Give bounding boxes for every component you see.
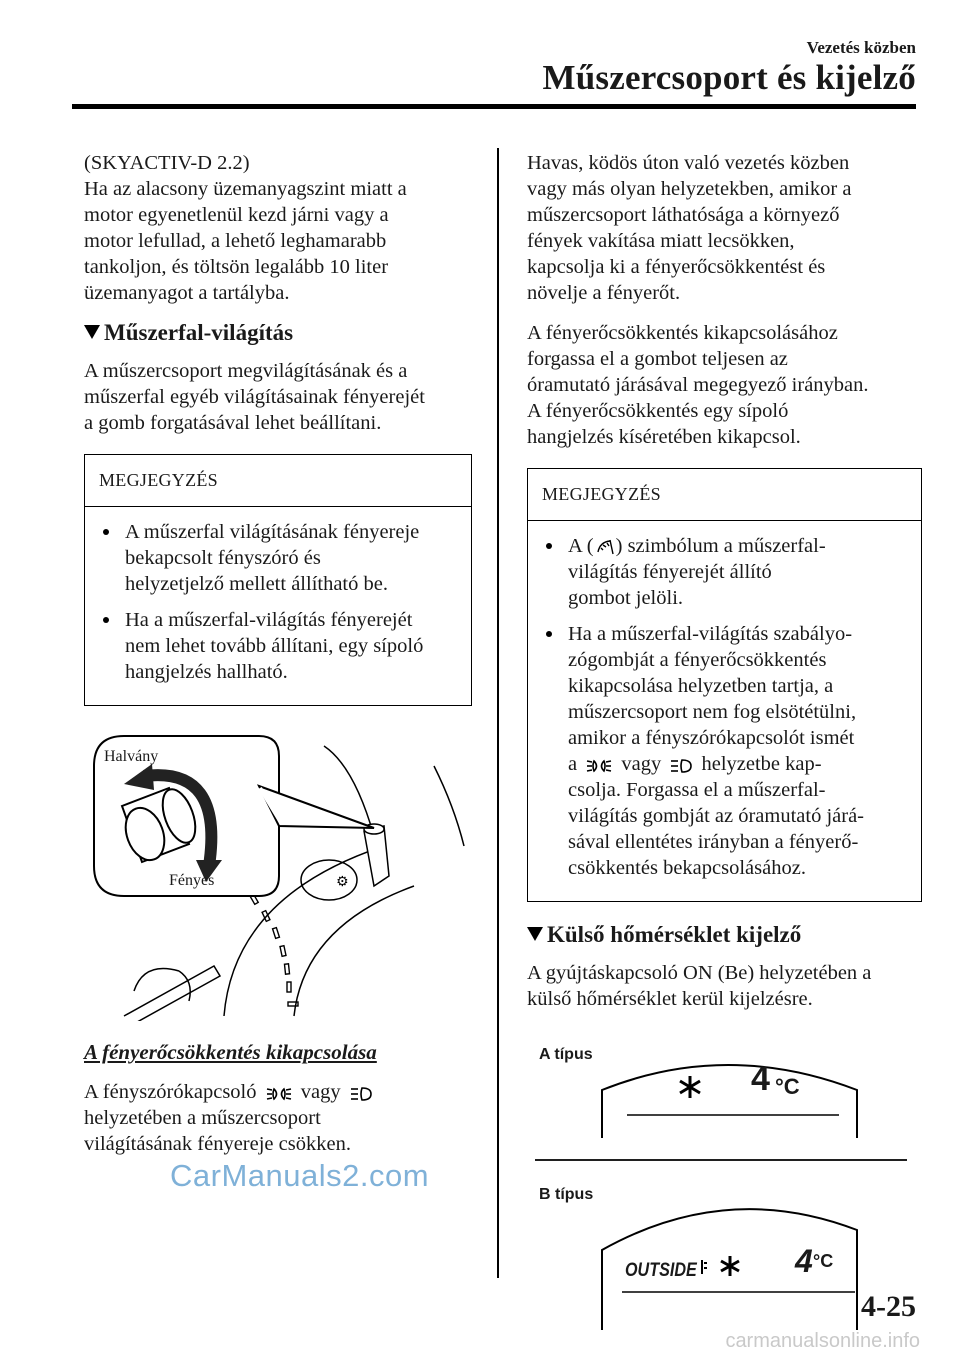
type-b-outside-label: OUTSIDE bbox=[625, 1260, 697, 1281]
visibility-paragraph bbox=[527, 150, 922, 306]
text-line: Havas, ködös úton való vezetés közben bbox=[527, 152, 850, 174]
text-line: hangjelzés hallható. bbox=[125, 661, 288, 683]
text-line: külső hőmérséklet kerül kijelzésre. bbox=[527, 988, 813, 1010]
svg-text:⚙: ⚙ bbox=[336, 874, 349, 890]
header-rule bbox=[72, 104, 916, 109]
type-b-temperature-value: 4 bbox=[795, 1243, 813, 1279]
text-line: helyzetjelző mellett állítható be. bbox=[125, 573, 388, 595]
bullet-dot-icon bbox=[546, 631, 552, 637]
section-heading-dashboard-lighting bbox=[84, 320, 472, 346]
temperature-display-drawing bbox=[527, 1030, 917, 1330]
text-line: zógombját a fényerőcsökkentés bbox=[568, 649, 827, 671]
note-box bbox=[527, 468, 922, 902]
text-line: világítás gombját az óramutató járá- bbox=[568, 805, 864, 827]
text-line: hangjelzés kíséretében kikapcsol. bbox=[527, 426, 801, 448]
text-fragment: a bbox=[568, 753, 578, 775]
type-b-temperature-unit: °C bbox=[813, 1251, 834, 1271]
text-line: bekapcsolt fényszóró és bbox=[125, 547, 321, 569]
text-line: sával ellentétes irányban a fényerő- bbox=[568, 831, 859, 853]
dim-cancel-heading: A fényerőcsökkentés kikapcsolása bbox=[84, 1040, 377, 1064]
bullet-dot-icon bbox=[103, 529, 109, 535]
text-line: világítás fényerejét állító bbox=[568, 561, 772, 583]
text-line: A fényerőcsökkentés kikapcsolásához bbox=[527, 322, 838, 344]
text-line: csökkentés bekapcsolásához. bbox=[568, 857, 806, 879]
text-line: helyzetében a műszercsoport bbox=[84, 1107, 321, 1129]
note-bullet bbox=[99, 607, 457, 685]
text-line: növelje a fényerőt. bbox=[527, 282, 681, 304]
text-line: üzemanyagot a tartályba. bbox=[84, 282, 290, 304]
text-fragment: vagy bbox=[621, 753, 662, 775]
parking-light-icon bbox=[266, 1086, 292, 1102]
text-line: Ha a műszerfal-világítás fényerejét bbox=[125, 609, 413, 631]
bullet-dot-icon bbox=[546, 543, 552, 549]
outside-temp-display-illustration bbox=[527, 1030, 917, 1330]
lighting-paragraph bbox=[84, 358, 472, 436]
note-bullet bbox=[99, 519, 457, 597]
snowflake-icon bbox=[680, 1076, 700, 1098]
dim-cancel-procedure-paragraph bbox=[527, 320, 922, 450]
triangle-marker-icon bbox=[527, 927, 543, 941]
dim-cancel-paragraph bbox=[84, 1079, 472, 1157]
watermark: CarManuals2.com bbox=[170, 1158, 430, 1193]
type-a-temperature-unit: °C bbox=[775, 1074, 800, 1099]
note-body bbox=[528, 521, 921, 901]
left-column bbox=[84, 150, 472, 1171]
text-line: forgassa el a gombot teljesen az bbox=[527, 348, 788, 370]
bright-label: Fényes bbox=[169, 872, 215, 889]
text-line: Ha az alacsony üzemanyagszint miatt a bbox=[84, 178, 407, 200]
text-line: műszercsoport láthatósága a környező bbox=[527, 204, 840, 226]
thermometer-icon bbox=[702, 1260, 707, 1274]
outside-temp-paragraph bbox=[527, 960, 922, 1012]
note-box bbox=[84, 454, 472, 706]
text-line: motor lefullad, a lehető leghamarabb bbox=[84, 230, 387, 252]
text-fragment: vagy bbox=[300, 1081, 341, 1103]
page-title: Műszercsoport és kijelző bbox=[542, 58, 916, 97]
text-line: nem lehet tovább állítani, egy sípoló bbox=[125, 635, 424, 657]
note-title: MEGJEGYZÉS bbox=[528, 469, 921, 521]
text-line: A műszercsoport megvilágításának és a bbox=[84, 360, 408, 382]
text-line: a gomb forgatásával lehet beállítani. bbox=[84, 412, 382, 434]
text-line: (SKYACTIV-D 2.2) bbox=[84, 152, 250, 174]
section-heading-text: Külső hőmérséklet kijelző bbox=[547, 922, 802, 947]
right-column bbox=[527, 150, 922, 1330]
text-line: amikor a fényszórókapcsolót ismét bbox=[568, 727, 855, 749]
text-line: csolja. Forgassa el a műszerfal- bbox=[568, 779, 826, 801]
headlight-icon bbox=[350, 1086, 372, 1102]
bullet-dot-icon bbox=[103, 617, 109, 623]
text-fragment: A ( bbox=[568, 535, 594, 557]
text-line: motor egyenetlenül kezd járni vagy a bbox=[84, 204, 389, 226]
column-divider bbox=[497, 148, 499, 1278]
text-line-with-icon bbox=[568, 533, 907, 559]
text-line: vagy más olyan helyzetekben, amikor a bbox=[527, 178, 852, 200]
type-b-label: B típus bbox=[539, 1186, 594, 1203]
text-line: A műszerfal világításának fényereje bbox=[125, 521, 420, 543]
text-line: műszercsoport nem fog elsötétülni, bbox=[568, 701, 857, 723]
type-a-label: A típus bbox=[539, 1046, 593, 1063]
text-line: A gyújtáskapcsoló ON (Be) helyzetében a bbox=[527, 962, 872, 984]
text-line: óramutató járásával megegyező irányban. bbox=[527, 374, 869, 396]
dimmer-knob-illustration bbox=[84, 726, 469, 1021]
text-fragment: helyzetbe kap- bbox=[701, 753, 822, 775]
headlight-icon bbox=[670, 758, 692, 774]
type-a-temperature-value: 4 bbox=[751, 1060, 770, 1098]
section-heading-outside-temp bbox=[527, 922, 922, 948]
triangle-marker-icon bbox=[84, 325, 100, 339]
note-body bbox=[85, 507, 471, 705]
note-bullet bbox=[542, 533, 907, 611]
text-line: kikapcsolása helyzetben tartja, a bbox=[568, 675, 834, 697]
text-line: A fényerőcsökkentés egy sípoló bbox=[527, 400, 789, 422]
intro-paragraph bbox=[84, 150, 472, 306]
snowflake-icon bbox=[721, 1256, 739, 1276]
text-fragment: A fényszórókapcsoló bbox=[84, 1081, 257, 1103]
dim-label: Halvány bbox=[104, 748, 159, 765]
text-line: fények vakítása miatt lecsökken, bbox=[527, 230, 795, 252]
text-line: világításának fényereje csökken. bbox=[84, 1133, 351, 1155]
text-line: tankoljon, és töltsön legalább 10 liter bbox=[84, 256, 389, 278]
text-line: gombot jelöli. bbox=[568, 587, 684, 609]
section-heading-text: Műszerfal-világítás bbox=[104, 320, 294, 345]
note-bullet bbox=[542, 621, 907, 881]
parking-light-icon bbox=[586, 758, 612, 774]
footer-url: carmanualsonline.info bbox=[725, 1330, 920, 1352]
text-line-with-icons bbox=[84, 1079, 472, 1105]
header-section-label: Vezetés közben bbox=[806, 38, 916, 57]
text-line: műszerfal egyéb világításainak fényerejét bbox=[84, 386, 425, 408]
text-line-with-icons bbox=[568, 751, 907, 777]
dashboard-illumination-icon bbox=[595, 538, 615, 556]
note-title: MEGJEGYZÉS bbox=[85, 455, 471, 507]
text-line: kapcsolja ki a fényerőcsökkentést és bbox=[527, 256, 826, 278]
dimmer-knob-drawing bbox=[84, 726, 469, 1021]
text-line: Ha a műszerfal-világítás szabályo- bbox=[568, 623, 853, 645]
text-fragment: ) szimbólum a műszerfal- bbox=[615, 535, 826, 557]
page-number: 4-25 bbox=[861, 1290, 916, 1323]
